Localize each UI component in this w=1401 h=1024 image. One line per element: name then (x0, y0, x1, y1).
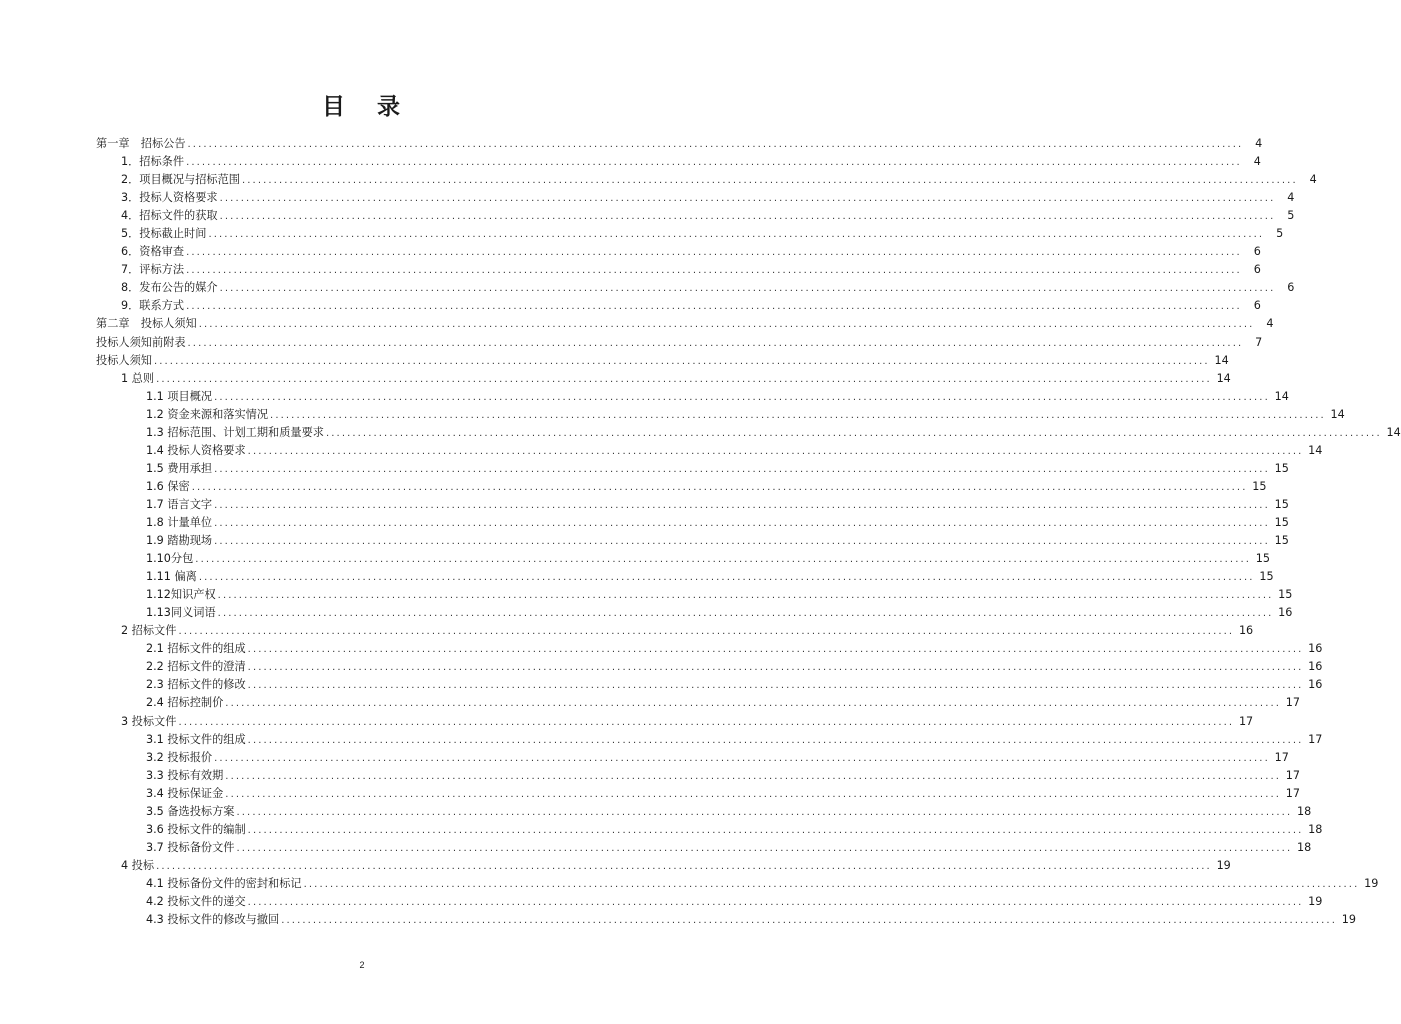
toc-entry-page: 5 (1276, 227, 1284, 241)
toc-entry-page: 16 (1278, 606, 1293, 620)
toc-entry-page: 16 (1308, 678, 1323, 692)
toc-entry-label: 1.6 保密 (146, 479, 190, 493)
toc-entry[interactable] (96, 532, 1289, 550)
toc-entry-page: 4 (1287, 191, 1295, 205)
toc-dot-leader: ........................................................................................................................................................................................................ (214, 752, 1270, 764)
toc-entry-label: 1.4 投标人资格要求 (146, 443, 246, 457)
toc-dot-leader: ........................................................................................................................................................................................................ (198, 572, 1255, 584)
toc-dot-leader: ........................................................................................................................................................................................................ (225, 770, 1282, 782)
toc-entry-label: 7．评标方法 (121, 263, 185, 277)
toc-entry[interactable] (96, 821, 1323, 839)
toc-list (96, 135, 1401, 929)
toc-entry-page: 14 (1308, 443, 1323, 457)
toc-dot-leader: ........................................................................................................................................................................................................ (178, 626, 1235, 638)
toc-dot-leader: ........................................................................................................................................................................................................ (214, 391, 1270, 403)
toc-dot-leader: ........................................................................................................................................................................................................ (270, 409, 1326, 421)
toc-entry-page: 18 (1296, 804, 1312, 818)
toc-dot-leader: ........................................................................................................................................................................................................ (198, 319, 1255, 331)
toc-entry-page: 17 (1285, 696, 1301, 710)
toc-entry[interactable] (96, 803, 1312, 821)
toc-dot-leader: ........................................................................................................................................................................................................ (156, 373, 1212, 385)
toc-dot-leader: ........................................................................................................................................................................................................ (219, 283, 1276, 295)
toc-entry-page: 17 (1285, 786, 1301, 800)
toc-dot-leader: ........................................................................................................................................................................................................ (236, 806, 1293, 818)
toc-entry[interactable] (96, 767, 1301, 785)
toc-entry[interactable] (96, 334, 1263, 352)
toc-entry-page: 16 (1238, 624, 1254, 638)
toc-entry-label: 5．投标截止时间 (121, 227, 207, 241)
toc-entry-label: 1 总则 (121, 371, 155, 385)
toc-entry-label: 4.2 投标文件的递交 (146, 894, 246, 908)
toc-dot-leader: ........................................................................................................................................................................................................ (325, 427, 1382, 439)
toc-title (0, 88, 724, 121)
toc-entry[interactable] (96, 153, 1261, 171)
toc-entry-page: 19 (1216, 858, 1231, 872)
toc-dot-leader: ........................................................................................................................................................................................................ (191, 481, 1248, 493)
toc-entry[interactable] (96, 658, 1323, 676)
toc-entry-label: 3 投标文件 (121, 714, 177, 728)
toc-entry-label: 1.5 费用承担 (146, 461, 213, 475)
toc-entry-page: 15 (1274, 497, 1289, 511)
toc-entry-page: 4 (1309, 173, 1317, 187)
toc-entry[interactable] (96, 225, 1284, 243)
toc-entry-page: 19 (1341, 913, 1356, 927)
toc-entry[interactable] (96, 189, 1295, 207)
toc-entry-label: 2 招标文件 (121, 624, 177, 638)
toc-entry-page: 4 (1255, 137, 1263, 151)
toc-entry[interactable] (96, 586, 1293, 604)
toc-entry[interactable] (96, 135, 1263, 153)
toc-dot-leader: ........................................................................................................................................................................................................ (247, 896, 1304, 908)
toc-entry[interactable] (96, 261, 1261, 279)
toc-entry-label: 3.5 备选投标方案 (146, 804, 235, 818)
toc-entry[interactable] (96, 442, 1323, 460)
toc-entry-page: 19 (1308, 894, 1323, 908)
toc-entry-label: 3.4 投标保证金 (146, 786, 224, 800)
toc-entry-page: 6 (1253, 245, 1261, 259)
toc-entry-page: 14 (1274, 389, 1289, 403)
toc-entry-page: 14 (1216, 371, 1231, 385)
toc-dot-leader: ........................................................................................................................................................................................................ (247, 734, 1304, 746)
toc-dot-leader: ........................................................................................................................................................................................................ (186, 157, 1242, 169)
toc-entry-label: 第一章 招标公告 (96, 137, 186, 151)
toc-entry-label: 2.2 招标文件的澄清 (146, 660, 246, 674)
toc-dot-leader: ........................................................................................................................................................................................................ (208, 229, 1265, 241)
toc-title-char-2: 录 (377, 94, 402, 120)
toc-entry-page: 15 (1278, 588, 1293, 602)
toc-entry-label: 4.3 投标文件的修改与撤回 (146, 913, 280, 927)
toc-entry[interactable] (96, 352, 1229, 370)
toc-entry-label: 2.3 招标文件的修改 (146, 678, 246, 692)
toc-entry[interactable] (96, 315, 1274, 333)
toc-entry[interactable] (96, 749, 1289, 767)
toc-entry-label: 3.7 投标备份文件 (146, 840, 235, 854)
toc-entry-label: 2．项目概况与招标范围 (121, 173, 240, 187)
toc-dot-leader: ........................................................................................................................................................................................................ (214, 536, 1270, 548)
toc-entry-label: 3.3 投标有效期 (146, 768, 224, 782)
toc-title-char-1: 目 (322, 94, 347, 120)
toc-entry-page: 4 (1266, 317, 1274, 331)
toc-entry[interactable] (96, 785, 1301, 803)
toc-entry-label: 1.13同义词语 (146, 606, 216, 620)
toc-entry-page: 15 (1274, 461, 1289, 475)
toc-entry-page: 17 (1274, 750, 1289, 764)
toc-entry[interactable] (96, 460, 1289, 478)
toc-entry-page: 6 (1253, 299, 1261, 313)
toc-entry[interactable] (96, 857, 1231, 875)
toc-entry-label: 1.3 招标范围、计划工期和质量要求 (146, 425, 324, 439)
toc-dot-leader: ........................................................................................................................................................................................................ (219, 211, 1276, 223)
toc-dot-leader: ........................................................................................................................................................................................................ (178, 716, 1235, 728)
toc-entry-page: 14 (1330, 407, 1345, 421)
toc-entry-page: 19 (1364, 876, 1379, 890)
toc-entry[interactable] (96, 622, 1254, 640)
toc-entry[interactable] (96, 893, 1323, 911)
toc-entry-label: 1.9 踏勘现场 (146, 534, 213, 548)
toc-dot-leader: ........................................................................................................................................................................................................ (186, 265, 1242, 277)
toc-entry-page: 15 (1274, 534, 1289, 548)
toc-dot-leader: ........................................................................................................................................................................................................ (247, 445, 1304, 457)
toc-entry-label: 4．招标文件的获取 (121, 209, 218, 223)
toc-entry-label: 1.12知识产权 (146, 588, 216, 602)
toc-dot-leader: ........................................................................................................................................................................................................ (281, 915, 1337, 927)
toc-entry-label: 3.1 投标文件的组成 (146, 732, 246, 746)
toc-entry-page: 15 (1252, 479, 1267, 493)
toc-entry-page: 18 (1296, 840, 1312, 854)
toc-dot-leader: ........................................................................................................................................................................................................ (187, 337, 1244, 349)
toc-entry-page: 4 (1253, 155, 1261, 169)
toc-entry-label: 投标人须知前附表 (96, 335, 186, 349)
toc-entry-page: 16 (1308, 660, 1323, 674)
toc-entry-page: 5 (1287, 209, 1295, 223)
toc-dot-leader: ........................................................................................................................................................................................................ (219, 193, 1276, 205)
toc-dot-leader: ........................................................................................................................................................................................................ (247, 824, 1304, 836)
toc-dot-leader: ........................................................................................................................................................................................................ (217, 608, 1274, 620)
toc-entry-label: 1.8 计量单位 (146, 516, 213, 529)
toc-entry[interactable] (96, 694, 1301, 712)
toc-entry[interactable] (96, 496, 1289, 514)
toc-entry-label: 3.6 投标文件的编制 (146, 822, 246, 836)
toc-dot-leader: ........................................................................................................................................................................................................ (225, 698, 1282, 710)
toc-entry[interactable] (96, 424, 1401, 442)
toc-entry[interactable] (96, 297, 1261, 315)
toc-entry-page: 17 (1308, 732, 1323, 746)
toc-entry[interactable] (96, 875, 1379, 893)
toc-entry-page: 7 (1255, 335, 1263, 349)
toc-entry[interactable] (96, 207, 1295, 225)
toc-entry[interactable] (96, 911, 1356, 929)
toc-dot-leader: ........................................................................................................................................................................................................ (186, 301, 1242, 313)
toc-entry-page: 6 (1253, 263, 1261, 277)
toc-entry-label: 6．资格审查 (121, 245, 185, 259)
toc-entry[interactable] (96, 478, 1267, 496)
page-number: 2 (359, 960, 365, 970)
toc-entry[interactable] (96, 406, 1345, 424)
toc-dot-leader: ........................................................................................................................................................................................................ (217, 590, 1274, 602)
toc-entry[interactable] (96, 550, 1271, 568)
toc-dot-leader: ........................................................................................................................................................................................................ (242, 175, 1298, 187)
toc-dot-leader: ........................................................................................................................................................................................................ (214, 518, 1270, 529)
toc-entry[interactable] (96, 731, 1323, 749)
toc-entry[interactable] (96, 713, 1254, 731)
toc-entry-label: 1.1 项目概况 (146, 389, 213, 403)
toc-dot-leader: ........................................................................................................................................................................................................ (214, 463, 1270, 475)
toc-dot-leader: ........................................................................................................................................................................................................ (214, 499, 1270, 511)
toc-dot-leader: ........................................................................................................................................................................................................ (247, 662, 1304, 674)
toc-entry-label: 1.10分包 (146, 552, 194, 566)
toc-dot-leader: ........................................................................................................................................................................................................ (236, 842, 1293, 854)
toc-entry-label: 1．招标条件 (121, 155, 185, 169)
toc-entry[interactable] (96, 604, 1293, 622)
toc-dot-leader: ........................................................................................................................................................................................................ (186, 247, 1242, 259)
toc-entry[interactable] (96, 370, 1231, 388)
toc-entry-label: 1.11 偏离 (146, 570, 197, 584)
toc-entry-page: 14 (1386, 425, 1401, 439)
toc-entry-label: 4.1 投标备份文件的密封和标记 (146, 876, 302, 890)
toc-entry-label: 投标人须知 (96, 353, 152, 367)
toc-entry-page: 15 (1274, 516, 1289, 529)
toc-dot-leader: ........................................................................................................................................................................................................ (187, 139, 1244, 151)
toc-dot-leader: ........................................................................................................................................................................................................ (156, 860, 1212, 872)
toc-entry-page: 17 (1238, 714, 1254, 728)
toc-entry[interactable] (96, 568, 1274, 586)
toc-entry-page: 15 (1255, 552, 1271, 566)
toc-entry-page: 14 (1214, 353, 1229, 367)
toc-entry-label: 2.4 招标控制价 (146, 696, 224, 710)
toc-dot-leader: ........................................................................................................................................................................................................ (303, 878, 1360, 890)
toc-entry[interactable] (96, 640, 1323, 658)
toc-dot-leader: ........................................................................................................................................................................................................ (195, 554, 1252, 566)
toc-entry-label: 第二章 投标人须知 (96, 317, 197, 331)
toc-entry-page: 18 (1308, 822, 1323, 836)
toc-dot-leader: ........................................................................................................................................................................................................ (247, 680, 1304, 692)
toc-entry-label: 1.2 资金来源和落实情况 (146, 407, 269, 421)
toc-entry[interactable] (96, 388, 1289, 406)
toc-entry-page: 17 (1285, 768, 1301, 782)
toc-entry[interactable] (96, 839, 1312, 857)
toc-entry-label: 2.1 招标文件的组成 (146, 642, 246, 656)
toc-entry-page: 16 (1308, 642, 1323, 656)
toc-entry[interactable] (96, 171, 1317, 189)
toc-dot-leader: ........................................................................................................................................................................................................ (247, 644, 1304, 656)
toc-entry[interactable] (96, 514, 1289, 532)
toc-entry-label: 4 投标 (121, 858, 155, 872)
toc-entry-label: 9．联系方式 (121, 299, 185, 313)
toc-entry-page: 15 (1259, 570, 1274, 584)
toc-entry-label: 3．投标人资格要求 (121, 191, 218, 205)
toc-entry-label: 1.7 语言文字 (146, 497, 213, 511)
toc-entry[interactable] (96, 279, 1295, 297)
toc-entry-label: 3.2 投标报价 (146, 750, 213, 764)
toc-entry[interactable] (96, 676, 1323, 694)
toc-entry[interactable] (96, 243, 1261, 261)
toc-entry-label: 8．发布公告的媒介 (121, 281, 218, 295)
toc-dot-leader: ........................................................................................................................................................................................................ (153, 355, 1210, 367)
toc-dot-leader: ........................................................................................................................................................................................................ (225, 788, 1282, 800)
toc-entry-page: 6 (1287, 281, 1295, 295)
